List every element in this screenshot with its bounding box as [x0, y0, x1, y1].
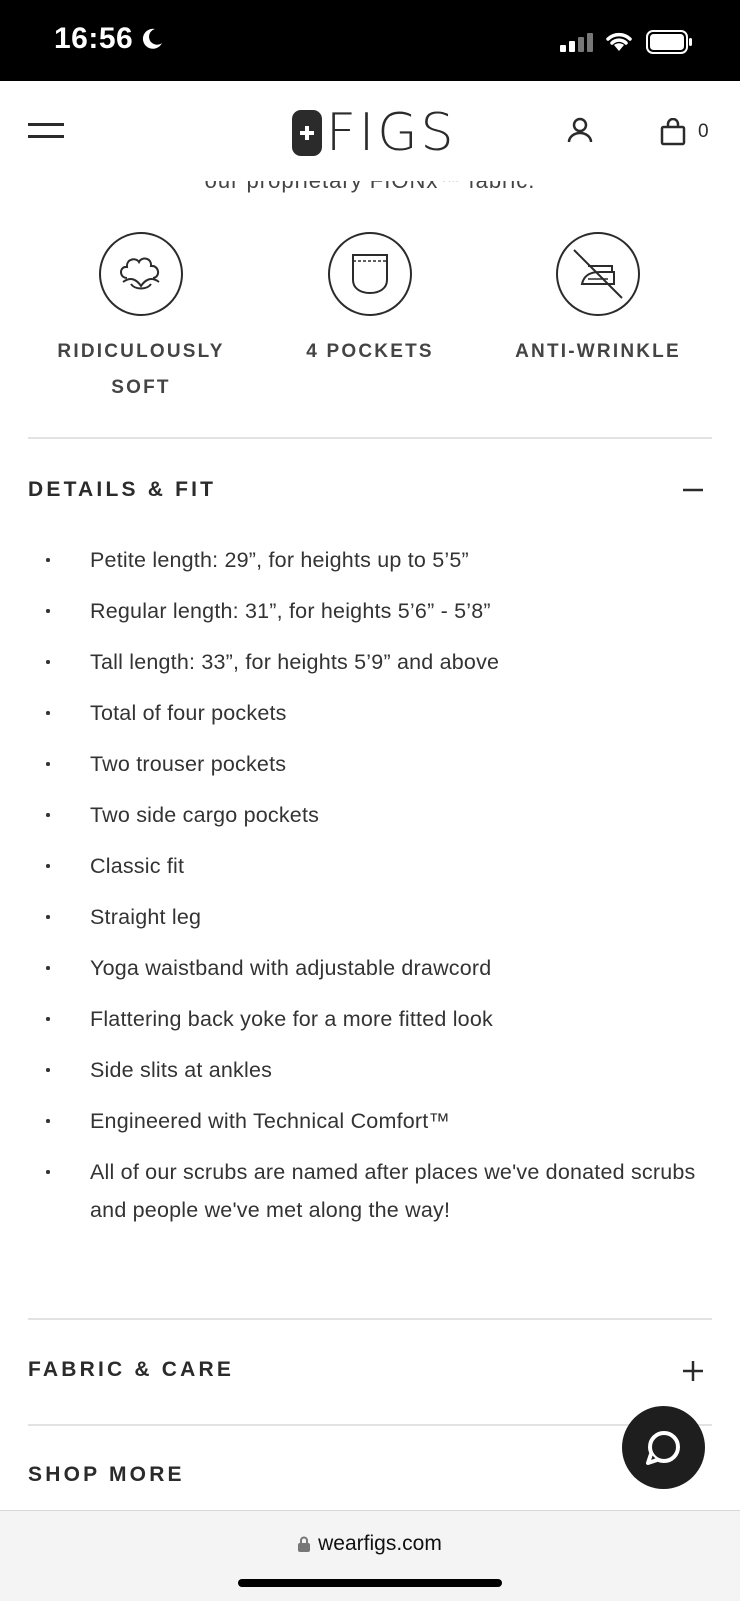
list-item: Petite length: 29”, for heights up to 5’5” [28, 541, 712, 579]
fabric-care-heading[interactable]: FABRIC & CARE [28, 1358, 235, 1381]
list-item: Flattering back yoke for a more fitted look [28, 1000, 712, 1038]
status-bar [0, 0, 740, 81]
list-item: All of our scrubs are named after places we've donated scrubs and people we've met along the way! [28, 1153, 712, 1229]
list-item: Total of four pockets [28, 694, 712, 732]
feature-icon-circle [556, 232, 640, 316]
chat-button[interactable] [622, 1406, 705, 1489]
logo-text: FIGS [326, 103, 457, 163]
figs-cross-mark-icon [292, 110, 322, 156]
no-iron-icon [566, 242, 630, 306]
pocket-icon [350, 252, 390, 296]
url-display[interactable] [0, 1532, 740, 1556]
lock-icon [298, 1536, 310, 1552]
list-item: Tall length: 33”, for heights 5’9” and above [28, 643, 712, 681]
signal-icon [560, 32, 594, 52]
moon-icon [140, 27, 164, 51]
url-text: wearfigs.com [318, 1532, 442, 1555]
section-divider [28, 437, 712, 439]
browser-address-bar [0, 1510, 740, 1601]
list-item: Regular length: 31”, for heights 5’6” - 5’8” [28, 592, 712, 630]
status-time: 16:56 [54, 22, 134, 55]
list-item: Side slits at ankles [28, 1051, 712, 1089]
list-item: Straight leg [28, 898, 712, 936]
section-divider [28, 1318, 712, 1320]
expand-plus-icon[interactable] [683, 1361, 703, 1381]
list-item: Classic fit [28, 847, 712, 885]
wifi-icon [604, 29, 634, 53]
list-item: Yoga waistband with adjustable drawcord [28, 949, 712, 987]
details-fit-heading[interactable]: DETAILS & FIT [28, 478, 217, 501]
feature-soft [41, 232, 241, 406]
feature-anti-wrinkle [498, 232, 698, 370]
cart-count: 0 [698, 121, 709, 142]
list-item: Two trouser pockets [28, 745, 712, 783]
menu-button[interactable] [28, 123, 64, 143]
collapse-minus-icon[interactable] [683, 480, 703, 500]
list-item: Engineered with Technical Comfort™ [28, 1102, 712, 1140]
chat-bubble-icon [642, 1426, 685, 1469]
section-divider [28, 1424, 712, 1426]
home-indicator[interactable] [238, 1579, 502, 1587]
cotton-icon [113, 252, 169, 296]
battery-icon [646, 30, 694, 54]
figs-logo[interactable] [292, 103, 457, 163]
shopping-bag-icon[interactable] [660, 118, 686, 146]
feature-icon-circle [328, 232, 412, 316]
feature-label: ANTI-WRINKLE [515, 341, 681, 362]
list-item: Two side cargo pockets [28, 796, 712, 834]
shop-more-heading[interactable]: SHOP MORE [28, 1463, 185, 1486]
feature-icon-circle [99, 232, 183, 316]
feature-label: RIDICULOUSLY SOFT [57, 341, 225, 398]
site-header [0, 81, 740, 181]
feature-label: 4 POCKETS [306, 341, 434, 362]
details-list [28, 541, 712, 1242]
account-icon[interactable] [566, 116, 594, 144]
feature-pockets [270, 232, 470, 370]
